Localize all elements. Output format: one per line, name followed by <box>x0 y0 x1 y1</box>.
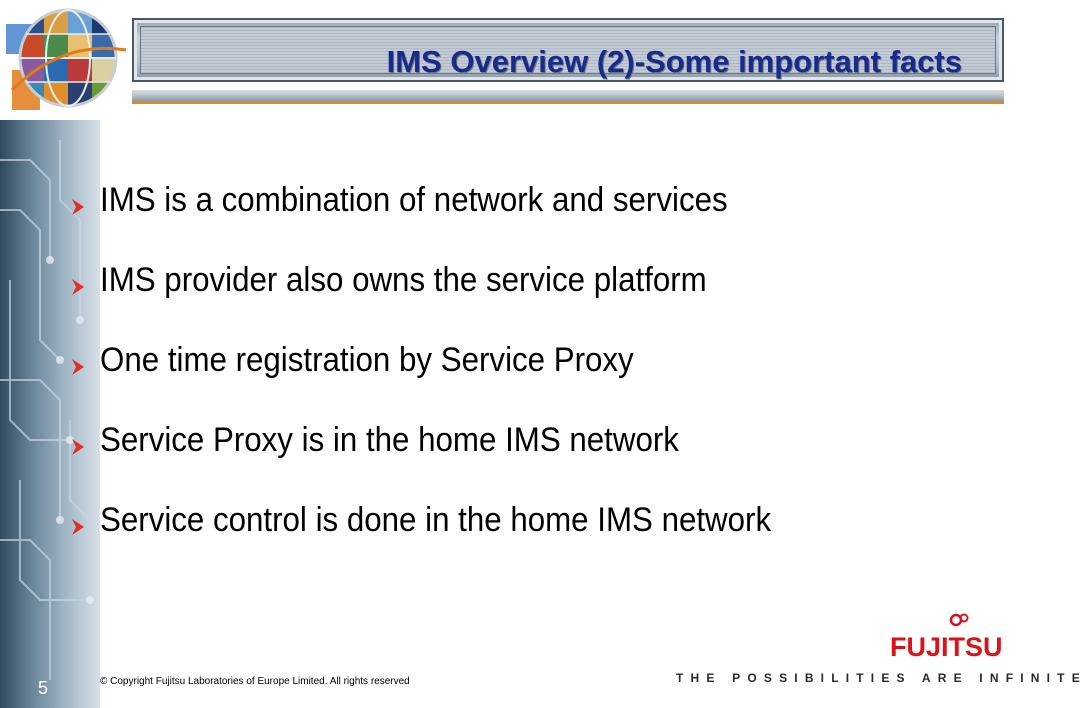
list-item <box>64 480 964 560</box>
list-item <box>64 160 964 240</box>
arrowhead-bullet-icon <box>64 427 92 467</box>
arrowhead-bullet-icon <box>64 267 92 307</box>
copyright-notice: © Copyright Fujitsu Laboratories of Europe Limited. All rights reserved <box>100 676 410 687</box>
tagline: THE POSSIBILITIES ARE INFINITE <box>676 671 1087 685</box>
bullet-text: IMS is a combination of network and services <box>100 180 728 219</box>
page-number: 5 <box>38 678 49 698</box>
globe-mosaic-icon <box>2 0 130 120</box>
list-item <box>64 320 964 400</box>
list-item <box>64 400 964 480</box>
arrowhead-bullet-icon <box>64 187 92 227</box>
bullet-text: Service Proxy is in the home IMS network <box>100 420 679 459</box>
list-item <box>64 240 964 320</box>
slide-title: IMS Overview (2)-Some important facts <box>386 44 962 79</box>
title-bar <box>132 18 1004 82</box>
fujitsu-logo <box>888 612 1003 662</box>
bullet-text: One time registration by Service Proxy <box>100 340 634 379</box>
title-underline-bar <box>132 90 1004 104</box>
arrowhead-bullet-icon <box>64 347 92 387</box>
bullet-text: Service control is done in the home IMS network <box>100 500 772 539</box>
brand-name: FUJITSU <box>890 632 1003 662</box>
bullet-list <box>64 160 964 560</box>
arrowhead-bullet-icon <box>64 507 92 547</box>
bullet-text: IMS provider also owns the service platform <box>100 260 707 299</box>
